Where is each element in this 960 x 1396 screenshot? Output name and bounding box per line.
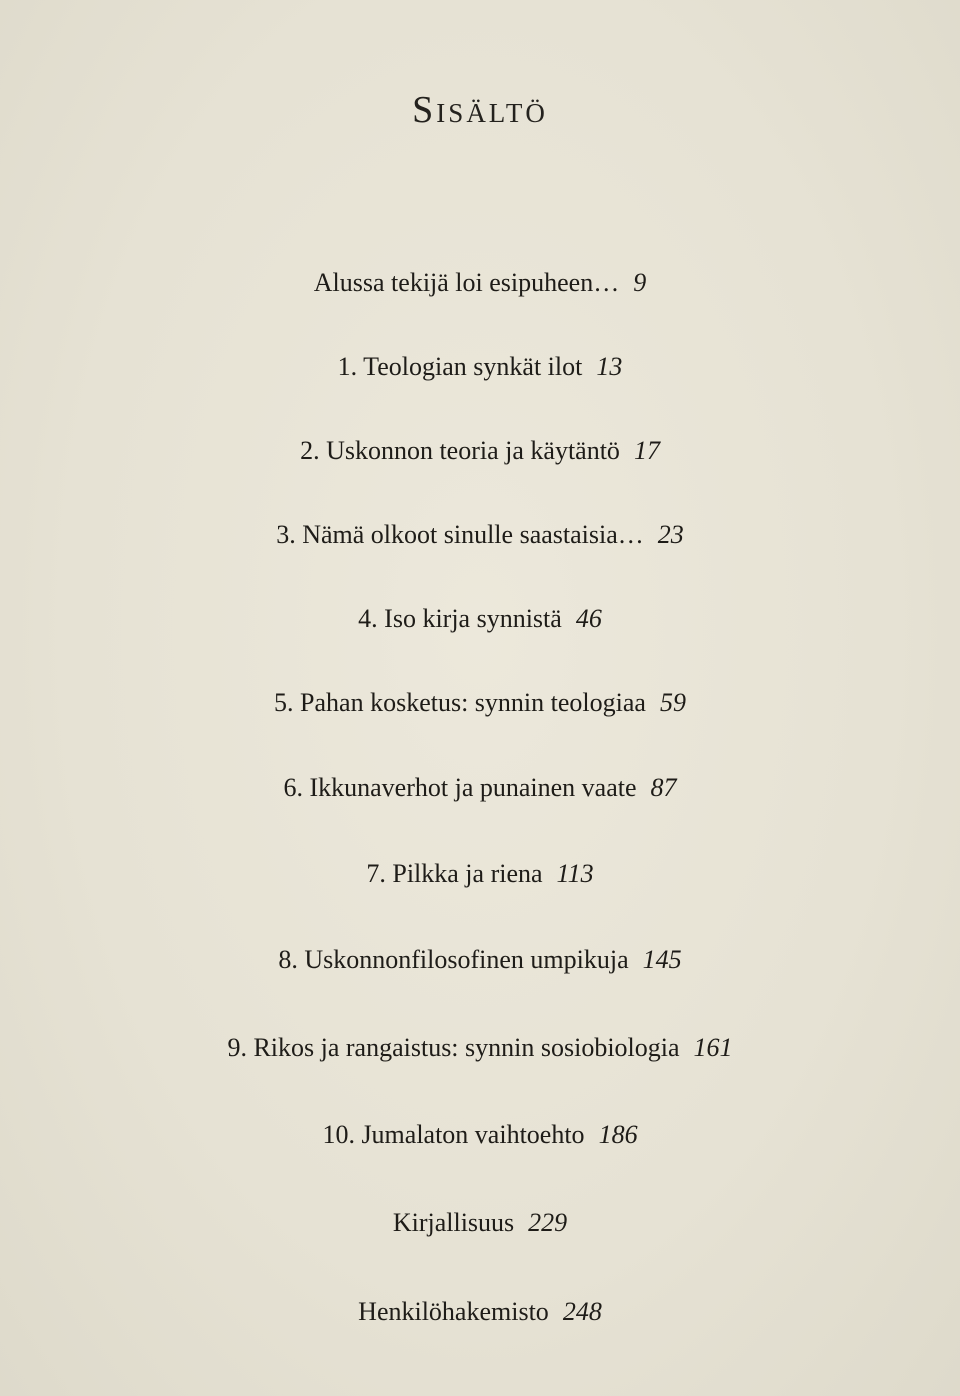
toc-entry-page: 145 bbox=[642, 945, 682, 974]
toc-entry-label: 9. Rikos ja rangaistus: synnin sosiobiologia bbox=[227, 1033, 680, 1062]
toc-entry-label: 5. Pahan kosketus: synnin teologiaa bbox=[274, 688, 646, 717]
toc-entry-page: 23 bbox=[657, 520, 684, 549]
toc-entry-page: 248 bbox=[562, 1297, 602, 1326]
toc-entry-label: 8. Uskonnonfilosofinen umpikuja bbox=[278, 945, 629, 974]
toc-entry bbox=[0, 351, 960, 383]
toc-entry bbox=[0, 1296, 960, 1328]
toc-entry-page: 9 bbox=[633, 268, 647, 297]
toc-entry bbox=[0, 772, 960, 804]
toc-entry-page: 59 bbox=[659, 688, 686, 717]
toc-entry-label: 6. Ikkunaverhot ja punainen vaate bbox=[283, 773, 637, 802]
toc-entry bbox=[0, 687, 960, 719]
toc-entry-page: 17 bbox=[633, 436, 660, 465]
toc-entry bbox=[0, 1032, 960, 1064]
toc-entry bbox=[0, 1119, 960, 1151]
toc-entry-page: 46 bbox=[575, 604, 602, 633]
toc-entry bbox=[0, 519, 960, 551]
toc-entry-label: 2. Uskonnon teoria ja käytäntö bbox=[300, 436, 620, 465]
toc-entry-label: Kirjallisuus bbox=[392, 1208, 515, 1237]
toc-entry-page: 186 bbox=[598, 1120, 638, 1149]
toc-entry-label: 10. Jumalaton vaihtoehto bbox=[322, 1120, 585, 1149]
toc-entry-label: Alussa tekijä loi esipuheen… bbox=[313, 268, 620, 297]
toc-entry-page: 161 bbox=[693, 1033, 733, 1062]
toc-entry-label: 7. Pilkka ja riena bbox=[366, 859, 543, 888]
toc-entry bbox=[0, 435, 960, 467]
toc-entry-page: 229 bbox=[528, 1208, 568, 1237]
toc-entry-page: 113 bbox=[556, 859, 594, 888]
toc-entry bbox=[0, 267, 960, 299]
toc-entry bbox=[0, 944, 960, 976]
toc-entry-label: Henkilöhakemisto bbox=[358, 1297, 549, 1326]
toc-entry bbox=[0, 858, 960, 890]
page-title: Sisältö bbox=[412, 89, 548, 131]
toc-entry-label: 4. Iso kirja synnistä bbox=[358, 604, 562, 633]
toc-entry bbox=[0, 603, 960, 635]
toc-entry-label: 1. Teologian synkät ilot bbox=[337, 352, 583, 381]
toc-entry-page: 13 bbox=[596, 352, 623, 381]
toc-entry-label: 3. Nämä olkoot sinulle saastaisia… bbox=[276, 520, 644, 549]
toc-entry-page: 87 bbox=[650, 773, 677, 802]
toc-entry bbox=[0, 1207, 960, 1239]
